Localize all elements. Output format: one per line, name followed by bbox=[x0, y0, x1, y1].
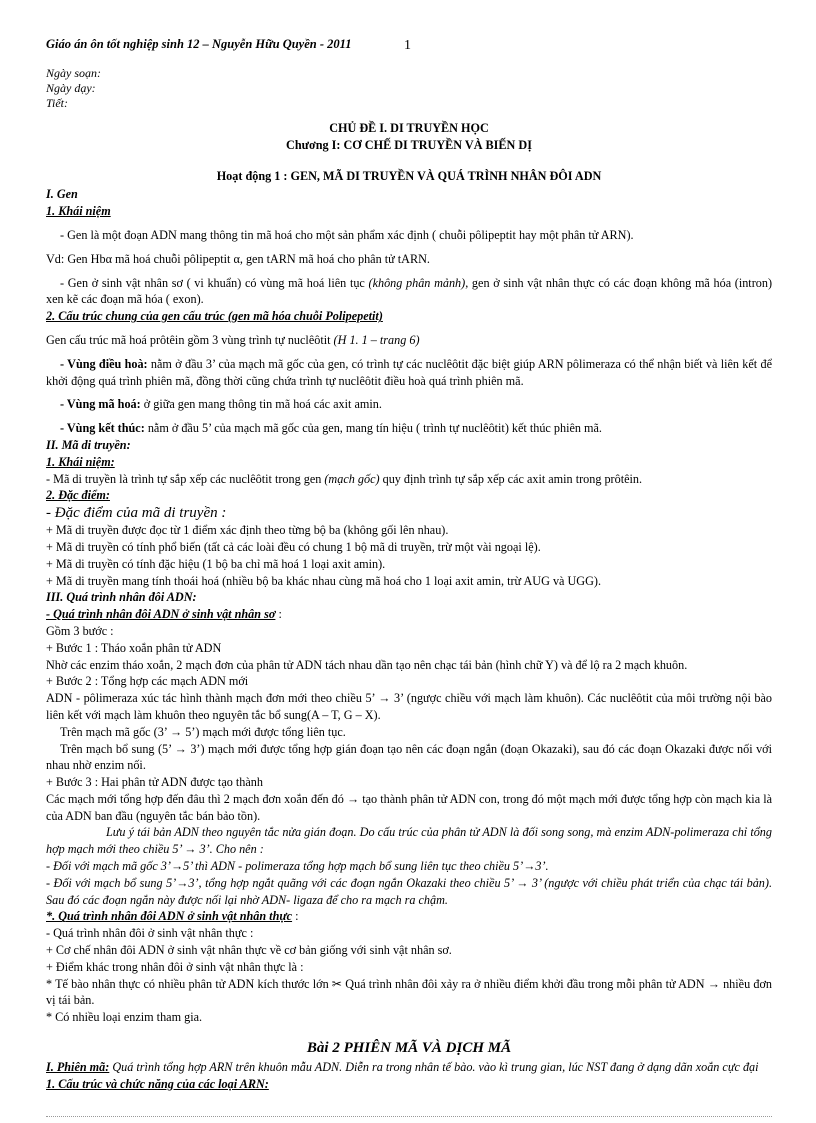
paragraph: Gồm 3 bước : bbox=[46, 623, 114, 638]
paragraph: - Gen ở sinh vật nhân sơ ( vi khuẩn) có vùng mã hoá liên tục (không phân mảnh), gen ở sinh vật nhân thực có các đoạn không mã hóa (intron) xen kẽ các đoạn mã hóa ( exon). bbox=[46, 275, 772, 307]
feature-heading: - Đặc điểm của mã di truyền : bbox=[46, 505, 227, 522]
khai-niem-heading: 1. Khái niệm bbox=[46, 204, 111, 219]
paragraph: Trên mạch mã gốc (3’ → 5’) mạch mới được tổng liên tục. bbox=[60, 724, 346, 739]
lesson-2-title: Bài 2 PHIÊN MÃ VÀ DỊCH MÃ bbox=[306, 1040, 512, 1057]
note-item: - Đối với mạch mã gốc 3’→5’ thì ADN - polimeraza tổng hợp mạch bổ sung liên tục theo chiều 5’→3’. bbox=[46, 859, 549, 874]
paragraph: Trên mạch bổ sung (5’ → 3’) mạch mới được tổng hợp gián đoạn tạo nên các đoạn ngắn (đoạn Okazaki), sau đó các đoạn Okazaki được nối với nhau nhờ enzim nối. bbox=[46, 741, 772, 773]
section-gen-heading: I. Gen bbox=[46, 187, 78, 202]
cau-truc-heading: 2. Cấu trúc chung của gen cấu trúc (gen mã hóa chuỗi Polipepetit) bbox=[46, 309, 383, 324]
document-page bbox=[46, 36, 772, 1092]
dac-diem-heading: 2. Đặc điểm: bbox=[46, 488, 110, 503]
activity-title: Hoạt động 1 : GEN, MÃ DI TRUYỀN VÀ QUÁ TRÌNH NHÂN ĐÔI ADN bbox=[216, 168, 602, 183]
paragraph: * Có nhiều loại enzim tham gia. bbox=[46, 1010, 203, 1025]
list-item: + Mã di truyền có tính phổ biến (tất cả các loài đều có chung 1 bộ mã di truyền, trừ một vài ngoại lệ). bbox=[46, 539, 541, 554]
paragraph: + Cơ chế nhân đôi ADN ở sinh vật nhân thực về cơ bản giống với sinh vật nhân sơ. bbox=[46, 943, 452, 958]
nhan-so-heading: - Quá trình nhân đôi ADN ở sinh vật nhân sơ : bbox=[46, 607, 282, 622]
paragraph: Các mạch mới tổng hợp đến đâu thì 2 mạch đơn xoắn đến đó → tạo thành phân tử ADN con, trong đó một mạch mới được tổng hợp còn mạch kia là của ADN ban đầu (nguyên tắc bán bảo tồn). bbox=[46, 791, 772, 823]
page-bottom-divider bbox=[46, 1116, 772, 1117]
paragraph: - Vùng kết thúc: nằm ở đầu 5’ của mạch mã gốc của gen, mang tín hiệu ( trình tự nuclêôtit) kết thúc phiên mã. bbox=[60, 421, 602, 436]
paragraph: - Vùng mã hoá: ở giữa gen mang thông tin mã hoá các axit amin. bbox=[60, 397, 382, 412]
paragraph: - Mã di truyền là trình tự sắp xếp các nuclêôtit trong gen (mạch gốc) quy định trình tự sắp xếp các axit amin trong prôtêin. bbox=[46, 471, 643, 486]
note-paragraph: Lưu ý tái bản ADN theo nguyên tắc nửa gián đoạn. Do cấu trúc của phân tử ADN là đối song song, mà enzim ADN-polimeraza chỉ tổng hợp mạch mới theo chiều 5’ → 3’. Cho nên : bbox=[46, 825, 772, 857]
cau-truc-arn-heading: 1. Cấu trúc và chức năng của các loại ARN: bbox=[46, 1076, 269, 1091]
paragraph: ADN - pôlimeraza xúc tác hình thành mạch đơn mới theo chiều 5’ → 3’ (ngược chiều với mạch làm khuôn). Các nuclêôtit của môi trường nội bào liên kết với mạch làm khuôn theo nguyên tắc bổ sung(A – T, G – X). bbox=[46, 691, 772, 722]
paragraph: Vd: Gen Hbα mã hoá chuỗi pôlipeptit α, gen tARN mã hoá cho phân tử tARN. bbox=[46, 251, 430, 266]
paragraph: + Bước 3 : Hai phân tử ADN được tạo thành bbox=[46, 775, 263, 790]
paragraph: Gen cấu trúc mã hoá prôtêin gồm 3 vùng trình tự nuclêôtit (H 1. 1 – trang 6) bbox=[46, 332, 420, 347]
lesson-meta bbox=[46, 66, 772, 111]
paragraph: - Quá trình nhân đôi ở sinh vật nhân thực : bbox=[46, 926, 254, 941]
list-item: + Mã di truyền mang tính thoái hoá (nhiều bộ ba khác nhau cùng mã hoá cho 1 loại axit amin, trừ AUG và UGG). bbox=[46, 573, 602, 588]
note-item: - Đối với mạch bổ sung 5’→3’, tổng hợp ngắt quãng với các đoạn ngắn Okazaki theo chiều 5’ → 3’ (ngược với chiều phát triển của chạc tái bản). Sau đó các đoạn ngắn này được nối lại nhờ ADN- ligaza để cho ra mạch ra chậm. bbox=[46, 875, 772, 907]
chapter-title: Chương I: CƠ CHẾ DI TRUYỀN VÀ BIẾN DỊ bbox=[286, 137, 532, 152]
paragraph: + Điểm khác trong nhân đôi ở sinh vật nhân thực là : bbox=[46, 959, 304, 974]
paragraph: Nhờ các enzim tháo xoắn, 2 mạch đơn của phân tử ADN tách nhau dần tạo nên chạc tái bản (hình chữ Y) và để lộ ra 2 mạch khuôn. bbox=[46, 657, 688, 672]
ngay-day: Ngày dạy: bbox=[46, 81, 96, 95]
list-item: + Mã di truyền có tính đặc hiệu (1 bộ ba chỉ mã hoá 1 loại axit amin). bbox=[46, 556, 386, 571]
topic-title: CHỦ ĐỀ I. DI TRUYỀN HỌC bbox=[329, 121, 489, 135]
page-header bbox=[46, 36, 772, 58]
section-nhan-doi-heading: III. Quá trình nhân đôi ADN: bbox=[46, 590, 197, 605]
paragraph: + Bước 1 : Tháo xoắn phân tử ADN bbox=[46, 640, 222, 655]
khai-niem-heading: 1. Khái niệm: bbox=[46, 454, 115, 469]
tiet: Tiết: bbox=[46, 96, 69, 110]
page-number: 1 bbox=[404, 38, 411, 53]
paragraph: + Bước 2 : Tổng hợp các mạch ADN mới bbox=[46, 674, 249, 689]
paragraph: I. Phiên mã: Quá trình tổng hợp ARN trên khuôn mẫu ADN. Diễn ra trong nhân tế bào. vào kì trung gian, lúc NST đang ở dạng dãn xoắn cực đại bbox=[46, 1059, 759, 1074]
header-title: Giáo án ôn tốt nghiệp sinh 12 – Nguyễn Hữu Quyền - 2011 bbox=[46, 37, 352, 51]
nhan-thuc-heading: *. Quá trình nhân đôi ADN ở sinh vật nhân thực : bbox=[46, 909, 299, 924]
paragraph: * Tế bào nhân thực có nhiều phân tử ADN kích thước lớn ✂ Quá trình nhân đôi xảy ra ở nhiều điểm khởi đầu trong mỗi phân tử ADN → nhiều đơn vị tái bản. bbox=[46, 976, 772, 1008]
section-ma-di-truyen-heading: II. Mã di truyền: bbox=[46, 437, 131, 452]
list-item: + Mã di truyền được đọc từ 1 điểm xác định theo từng bộ ba (không gối lên nhau). bbox=[46, 523, 449, 538]
ngay-soan: Ngày soạn: bbox=[46, 66, 101, 80]
paragraph: - Gen là một đoạn ADN mang thông tin mã hoá cho một sản phẩm xác định ( chuỗi pôlipeptit hay một phân tử ARN). bbox=[60, 227, 634, 242]
paragraph: - Vùng điều hoà: nằm ở đầu 3’ của mạch mã gốc của gen, có trình tự các nuclêôtit đặc biệt giúp ARN pôlimeraza có thể nhận biết và liên kết để khởi động quá trình phiên mã, đồng thời cũng chứa trình tự nuclêôtit điều hoà quá trình phiên mã. bbox=[46, 356, 772, 388]
